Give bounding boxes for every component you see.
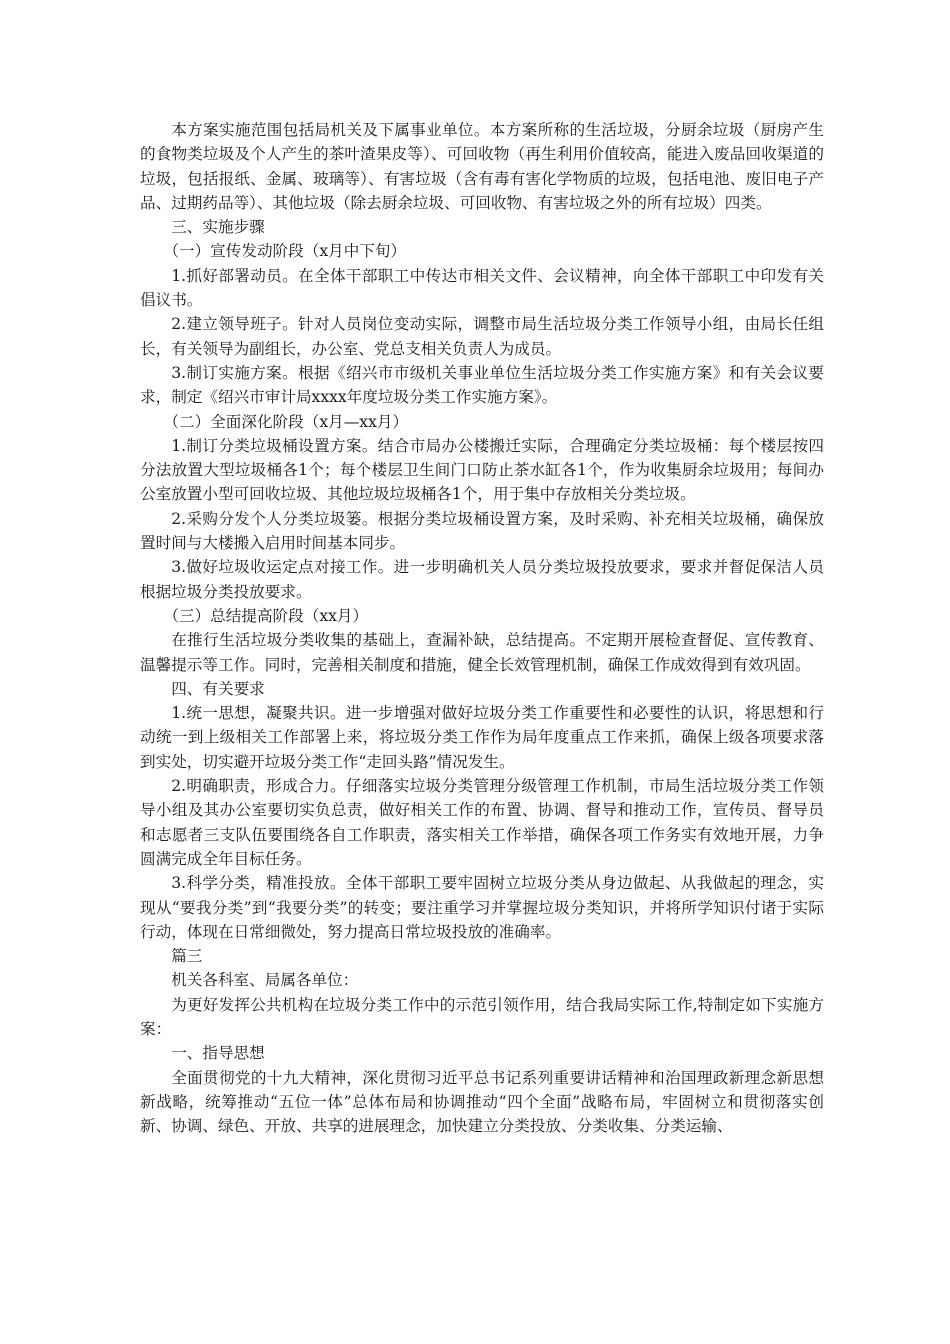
paragraph-item: 1.制订分类垃圾桶设置方案。结合市局办公楼搬迁实际，合理确定分类垃圾桶：每个楼层按四分法放置大型垃圾桶各1个；每个楼层卫生间门口防止茶水缸各1个，作为收集厨余垃圾用；每间办公室放置小型可回收垃圾、其他垃圾垃圾桶各1个，用于集中存放相关分类垃圾。 <box>140 436 824 504</box>
paragraph-addressee: 机关各科室、局属各单位： <box>171 971 359 990</box>
paragraph-item: 3.制订实施方案。根据《绍兴市市级机关事业单位生活垃圾分类工作实施方案》和有关会议要求，制定《绍兴市审计局xxxx年度垃圾分类工作实施方案》。 <box>140 363 824 407</box>
paragraph-item: 3.做好垃圾收运定点对接工作。进一步明确机关人员分类垃圾投放要求，要求并督促保洁人员根据垃圾分类投放要求。 <box>140 558 824 601</box>
subheading-deepening-stage: （二）全面深化阶段（x月—xx月） <box>163 412 409 431</box>
paragraph-item: 全面贯彻党的十九大精神，深化贯彻习近平总书记系列重要讲话精神和治国理政新理念新思想新战略，统筹推动“五位一体”总体布局和协调推动“四个全面”战略布局，牢固树立和贯彻落实创新、协调、绿色、开放、共享的进展理念，加快建立分类投放、分类收集、分类运输、 <box>140 1068 824 1136</box>
heading-implementation-steps: 三、实施步骤 <box>171 218 265 237</box>
paragraph-item: 2.建立领导班子。针对人员岗位变动实际，调整市局生活垃圾分类工作领导小组，由局长任组长，有关领导为副组长，办公室、党总支相关负责人为成员。 <box>140 315 824 358</box>
paragraph-item: 2.采购分发个人分类垃圾篓。根据分类垃圾桶设置方案，及时采购、补充相关垃圾桶，确保放置时间与大楼搬入启用时间基本同步。 <box>140 509 824 553</box>
heading-requirements: 四、有关要求 <box>171 679 265 698</box>
paragraph-item: 1.抓好部署动员。在全体干部职工中传达市相关文件、会议精神，向全体干部职工中印发有关倡议书。 <box>140 266 824 310</box>
paragraph-item: 1.统一思想，凝聚共识。进一步增强对做好垃圾分类工作重要性和必要性的认识，将思想和行动统一到上级相关工作部署上来，将垃圾分类工作作为局年度重点工作来抓，确保上级各项要求落到实处，切实避开垃圾分类工作“走回头路”情况发生。 <box>140 704 824 771</box>
subheading-summary-stage: （三）总结提高阶段（xx月） <box>163 606 369 625</box>
paragraph-item: 在推行生活垃圾分类收集的基础上，查漏补缺，总结提高。不定期开展检查督促、宣传教育、温馨提示等工作。同时，完善相关制度和措施，健全长效管理机制，确保工作成效得到有效巩固。 <box>140 631 824 674</box>
heading-part-three: 篇三 <box>171 947 203 966</box>
paragraph-item: 3.科学分类，精准投放。全体干部职工要牢固树立垃圾分类从身边做起、从我做起的理念，实现从“要我分类”到“我要分类”的转变；要注重学习并掌握垃圾分类知识，并将所学知识付诸于实际行动，体现在日常细微处，努力提高日常垃圾投放的准确率。 <box>140 874 824 941</box>
heading-guiding-ideology: 一、指导思想 <box>171 1044 265 1063</box>
paragraph-intro: 为更好发挥公共机构在垃圾分类工作中的示范引领作用，结合我局实际工作,特制定如下实施方案： <box>140 995 824 1038</box>
paragraph-item: 2.明确职责，形成合力。仔细落实垃圾分类管理分级管理工作机制，市局生活垃圾分类工作领导小组及其办公室要切实负总责，做好相关工作的布置、协调、督导和推动工作，宣传员、督导员和志愿者三支队伍要围绕各自工作职责，落实相关工作举措，确保各项工作务实有效地开展，力争圆满完成全年目标任务。 <box>140 777 824 868</box>
document-page <box>140 118 824 1138</box>
subheading-publicity-stage: （一）宣传发动阶段（x月中下旬） <box>163 242 407 261</box>
paragraph-scope: 本方案实施范围包括局机关及下属事业单位。本方案所称的生活垃圾，分厨余垃圾（厨房产生的食物类垃圾及个人产生的茶叶渣果皮等）、可回收物（再生利用价值较高，能进入废品回收渠道的垃圾，包括报纸、金属、玻璃等）、有害垃圾（含有毒有害化学物质的垃圾，包括电池、废旧电子产品、过期药品等）、其他垃圾（除去厨余垃圾、可回收物、有害垃圾之外的所有垃圾）四类。 <box>140 121 824 212</box>
